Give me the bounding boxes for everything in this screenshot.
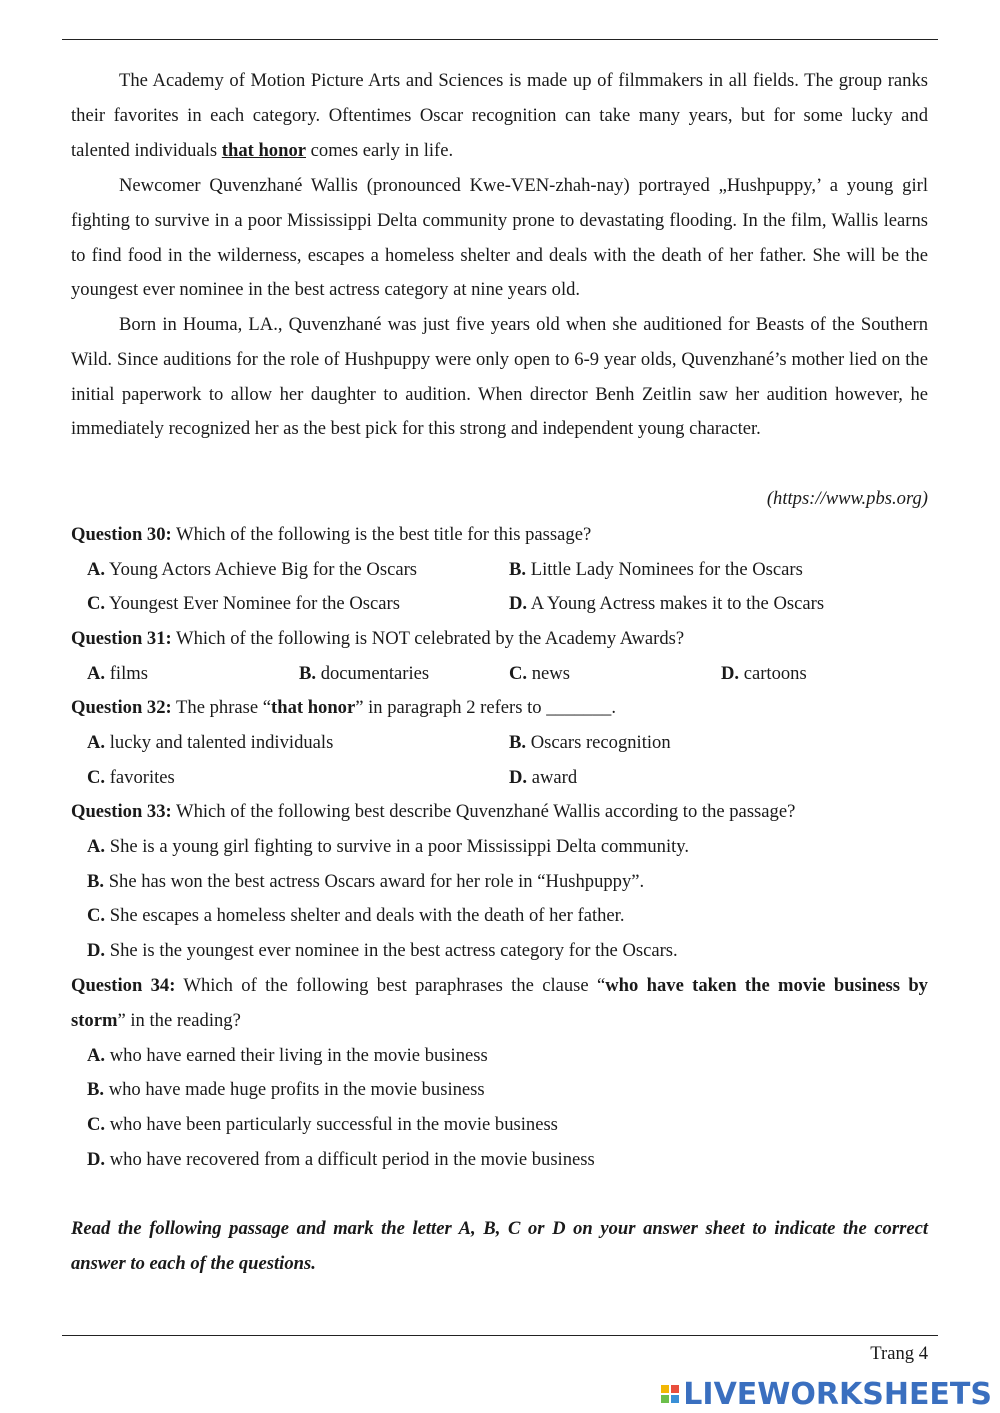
q32-option-c[interactable]: C. favorites [87,767,175,788]
q32-option-d[interactable]: D. award [509,767,578,788]
q30-option-d[interactable]: D. A Young Actress makes it to the Oscars [509,593,825,614]
source-citation: (https://www.pbs.org) [766,488,928,509]
q33-option-c[interactable]: C. She escapes a homeless shelter and deals with the death of her father. [87,905,625,926]
q31-option-d[interactable]: D. cartoons [721,663,807,684]
q34-option-c[interactable]: C. who have been particularly successful in the movie business [87,1114,558,1135]
logo-square-3 [661,1395,669,1403]
passage-paragraph-2: Newcomer Quvenzhané Wallis (pronounced Kwe-VEN-zhah-nay) portrayed „Hushpuppy,’ a young girl fighting to survive in a poor Mississippi Delta community prone to devastating flooding. In the film, Wallis learns to find food in the wilderness, escapes a homeless shelter and deals with the death of her father. She will be the youngest ever nominee in the best actress category at nine years old. [71,175,928,301]
q31-option-a[interactable]: A. films [87,663,148,684]
question-31: Question 31: Which of the following is NOT celebrated by the Academy Awards? [71,628,685,649]
q31-option-b[interactable]: B. documentaries [299,663,430,684]
quoted-clause: who have taken the movie business by storm [71,975,928,1031]
page-number: Trang 4 [870,1343,928,1364]
q32-option-b[interactable]: B. Oscars recognition [509,732,671,753]
q31-option-c[interactable]: C. news [509,663,570,684]
q34-option-d[interactable]: D. who have recovered from a difficult period in the movie business [87,1149,595,1170]
q34-option-a[interactable]: A. who have earned their living in the movie business [87,1045,488,1066]
q34-option-b[interactable]: B. who have made huge profits in the movie business [87,1079,485,1100]
quoted-phrase: that honor [271,697,356,718]
logo-square-4 [671,1395,679,1403]
logo-square-2 [671,1385,679,1393]
question-30: Question 30: Which of the following is the best title for this passage? [71,524,592,545]
q30-option-c[interactable]: C. Youngest Ever Nominee for the Oscars [87,593,400,614]
q33-option-d[interactable]: D. She is the youngest ever nominee in the best actress category for the Oscars. [87,940,678,961]
question-34: Question 34: Which of the following best paraphrases the clause “who have taken the movie business by storm” in the reading? [71,975,928,1031]
liveworksheets-logo[interactable] [661,1378,992,1410]
q33-option-a[interactable]: A. She is a young girl fighting to survive in a poor Mississippi Delta community. [87,836,690,857]
highlighted-phrase: that honor [221,139,306,161]
logo-icon [661,1385,679,1403]
question-33: Question 33: Which of the following best describe Quvenzhané Wallis according to the passage? [71,801,796,822]
q30-option-b[interactable]: B. Little Lady Nominees for the Oscars [509,559,803,580]
logo-text: LIVEWORKSHEETS [683,1376,992,1412]
q33-option-b[interactable]: B. She has won the best actress Oscars award for her role in “Hushpuppy”. [87,871,645,892]
footer-rule [62,1335,938,1336]
q32-option-a[interactable]: A. lucky and talented individuals [87,732,334,753]
passage-paragraph-1: The Academy of Motion Picture Arts and Sciences is made up of filmmakers in all fields. The group ranks their favorites in each category. Oftentimes Oscar recognition can take many years, but for some lucky and talented individuals that honor comes early in life. [71,70,928,161]
passage-paragraph-3: Born in Houma, LA., Quvenzhané was just five years old when she auditioned for Beasts of the Southern Wild. Since auditions for the role of Hushpuppy were only open to 6-9 year olds, Quvenzhané’s mother lied on the initial paperwork to allow her daughter to audition. When director Benh Zeitlin saw her audition however, he immediately recognized her as the best pick for this strong and independent young character. [71,314,928,440]
header-rule [62,39,938,40]
question-32: Question 32: The phrase “that honor” in paragraph 2 refers to _______. [71,697,616,718]
section-instruction: Read the following passage and mark the letter A, B, C or D on your answer sheet to indicate the correct answer to each of the questions. [71,1218,928,1274]
logo-square-1 [661,1385,669,1393]
q30-option-a[interactable]: A. Young Actors Achieve Big for the Oscars [87,559,418,580]
